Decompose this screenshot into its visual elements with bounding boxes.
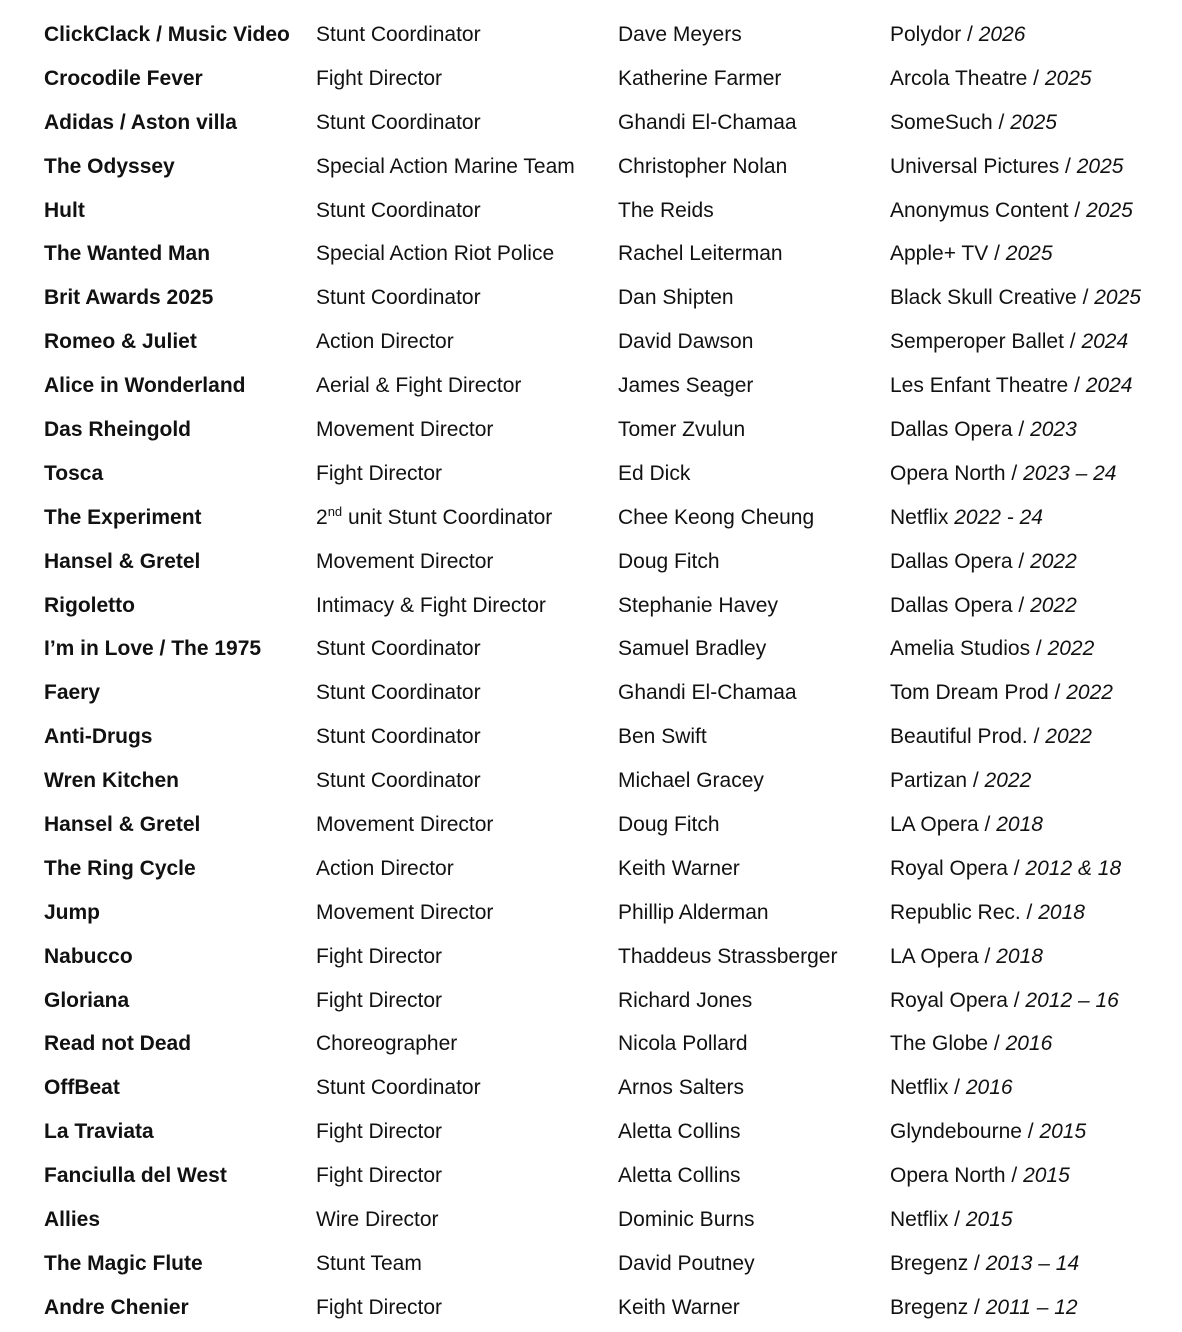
credit-director: Thaddeus Strassberger xyxy=(618,944,838,968)
credit-company: Royal Opera / xyxy=(890,988,1026,1012)
credit-role-ordinal: nd xyxy=(327,503,343,519)
credit-company: The Globe / xyxy=(890,1032,1006,1056)
credit-company: Bregenz / xyxy=(890,1251,986,1275)
credit-year: 2022 xyxy=(1030,593,1077,617)
credit-director: Ben Swift xyxy=(618,725,707,749)
credit-director: Dan Shipten xyxy=(618,286,734,310)
credit-row xyxy=(44,1110,1174,1154)
credit-company: Beautiful Prod. / xyxy=(890,725,1046,749)
credit-year: 2025 xyxy=(1094,286,1141,310)
credit-company-year xyxy=(890,276,1141,320)
credit-director: Doug Fitch xyxy=(618,813,720,837)
credit-row xyxy=(44,232,1174,276)
credit-title: Das Rheingold xyxy=(44,418,192,442)
credit-role-text: unit Stunt Coordinator xyxy=(342,505,553,529)
credit-year: 2025 xyxy=(1010,110,1057,134)
credit-row xyxy=(44,408,1174,452)
credit-row xyxy=(44,13,1174,57)
credit-role: Fight Director xyxy=(316,1120,443,1144)
credit-director: Arnos Salters xyxy=(618,1076,745,1100)
credit-role-prefix: 2 xyxy=(316,505,328,529)
credit-director: Michael Gracey xyxy=(618,769,764,793)
credit-company-year xyxy=(890,627,1094,671)
credit-year: 2022 xyxy=(984,769,1032,793)
credit-title: Hansel & Gretel xyxy=(44,813,201,837)
credit-row xyxy=(44,189,1174,233)
credit-role xyxy=(316,496,552,540)
credit-role: Stunt Team xyxy=(316,1251,422,1275)
credit-company-year xyxy=(890,364,1132,408)
credit-company-year xyxy=(890,847,1121,891)
credit-director: Dave Meyers xyxy=(618,23,742,46)
credit-role: Special Action Riot Police xyxy=(316,242,555,266)
credit-company-year xyxy=(890,496,1043,540)
credit-director: Katherine Farmer xyxy=(618,66,782,90)
credit-company-year xyxy=(890,408,1077,452)
credit-company: Polydor / xyxy=(890,23,979,46)
credit-title: Adidas / Aston villa xyxy=(44,110,237,134)
credit-role: Choreographer xyxy=(316,1032,458,1056)
credit-role: Fight Director xyxy=(316,944,443,968)
credit-title: The Wanted Man xyxy=(44,242,211,266)
credit-company-year xyxy=(890,803,1043,847)
credit-company: Republic Rec. / xyxy=(890,900,1039,924)
credit-company-year xyxy=(890,452,1117,496)
credit-director: David Poutney xyxy=(618,1251,755,1275)
credit-title: Romeo & Juliet xyxy=(44,330,197,354)
credit-year: 2025 xyxy=(1086,198,1133,222)
credit-company: Glyndebourne / xyxy=(890,1120,1040,1144)
credit-role: Stunt Coordinator xyxy=(316,110,481,134)
credit-company-year xyxy=(890,13,1025,57)
credit-company: LA Opera / xyxy=(890,944,997,968)
credit-company-year xyxy=(890,671,1113,715)
credit-director: Ed Dick xyxy=(618,461,691,485)
credit-year: 2011 – 12 xyxy=(985,1295,1078,1319)
credit-company: Opera North / xyxy=(890,1164,1024,1188)
credit-director: Dominic Burns xyxy=(618,1208,755,1232)
credit-row xyxy=(44,276,1174,320)
credit-company: Tom Dream Prod / xyxy=(890,681,1067,705)
credit-director: Samuel Bradley xyxy=(618,637,767,661)
credit-role: Fight Director xyxy=(316,988,443,1012)
credit-company-year xyxy=(890,891,1085,935)
credit-row xyxy=(44,1022,1174,1066)
credit-role: Stunt Coordinator xyxy=(316,769,481,793)
credit-role: Stunt Coordinator xyxy=(316,286,481,310)
credit-company-year xyxy=(890,232,1053,276)
credit-row xyxy=(44,1198,1174,1242)
credit-title: OffBeat xyxy=(44,1076,120,1100)
credit-director: Keith Warner xyxy=(618,1295,740,1319)
credit-company: Opera North / xyxy=(890,461,1024,485)
credit-title: Fanciulla del West xyxy=(44,1164,227,1188)
credit-role: Fight Director xyxy=(316,66,443,90)
credit-title: La Traviata xyxy=(44,1120,154,1144)
credit-director: Aletta Collins xyxy=(618,1164,741,1188)
credit-company: Dallas Opera / xyxy=(890,418,1031,442)
credit-row xyxy=(44,847,1174,891)
credit-row xyxy=(44,935,1174,979)
credit-role: Movement Director xyxy=(316,813,494,837)
credit-row xyxy=(44,715,1174,759)
credit-company-year xyxy=(890,715,1092,759)
credit-year: 2018 xyxy=(996,813,1043,837)
credit-company: Netflix xyxy=(890,505,955,529)
credit-company-year xyxy=(890,57,1092,101)
credit-company-year xyxy=(890,320,1128,364)
credit-company-year xyxy=(890,540,1077,584)
credit-director: David Dawson xyxy=(618,330,754,354)
credit-row xyxy=(44,540,1174,584)
credit-row xyxy=(44,1286,1174,1330)
credit-title: ClickClack / Music Video xyxy=(44,23,290,46)
credit-year: 2022 xyxy=(1045,725,1092,749)
credit-title: The Magic Flute xyxy=(44,1251,203,1275)
credit-role: Aerial & Fight Director xyxy=(316,374,522,398)
credit-title: Nabucco xyxy=(44,944,133,968)
credit-row xyxy=(44,627,1174,671)
credit-director: Tomer Zvulun xyxy=(618,418,746,442)
credit-company: Anonymus Content / xyxy=(890,198,1087,222)
credit-year: 2022 - 24 xyxy=(954,505,1043,529)
credit-title: Anti-Drugs xyxy=(44,725,153,749)
credit-company: Universal Pictures / xyxy=(890,154,1077,178)
credit-title: Read not Dead xyxy=(44,1032,192,1056)
credit-row xyxy=(44,1242,1174,1286)
credit-company-year xyxy=(890,935,1043,979)
credit-role: Action Director xyxy=(316,856,454,880)
credit-year: 2015 xyxy=(1023,1164,1070,1188)
credit-year: 2018 xyxy=(996,944,1043,968)
credit-year: 2018 xyxy=(1038,900,1085,924)
credit-row xyxy=(44,496,1174,540)
credit-company-year xyxy=(890,979,1119,1023)
credit-year: 2015 xyxy=(1039,1120,1087,1144)
credit-company: SomeSuch / xyxy=(890,110,1011,134)
credit-year: 2022 xyxy=(1066,681,1113,705)
credit-title: Brit Awards 2025 xyxy=(44,286,214,310)
credit-title: Hansel & Gretel xyxy=(44,549,201,573)
credit-role: Special Action Marine Team xyxy=(316,154,575,178)
credit-director: Rachel Leiterman xyxy=(618,242,783,266)
credit-row xyxy=(44,803,1174,847)
credit-year: 2025 xyxy=(1044,66,1092,90)
credit-company-year xyxy=(890,1022,1052,1066)
credit-company-year xyxy=(890,584,1077,628)
credit-title: Hult xyxy=(44,198,85,222)
credit-year: 2026 xyxy=(978,23,1026,46)
credit-company: Amelia Studios / xyxy=(890,637,1048,661)
credit-role: Movement Director xyxy=(316,418,494,442)
credit-year: 2022 xyxy=(1030,549,1077,573)
credit-company-year xyxy=(890,145,1123,189)
credit-director: Ghandi El-Chamaa xyxy=(618,681,797,705)
credit-company: LA Opera / xyxy=(890,813,997,837)
credit-company: Apple+ TV / xyxy=(890,242,1006,266)
credit-row xyxy=(44,759,1174,803)
credit-title: Alice in Wonderland xyxy=(44,374,246,398)
credit-company: Dallas Opera / xyxy=(890,549,1031,573)
credit-row xyxy=(44,57,1174,101)
credit-year: 2024 xyxy=(1081,330,1129,354)
credit-year: 2016 xyxy=(1005,1032,1053,1056)
credit-role: Fight Director xyxy=(316,1164,443,1188)
credit-row xyxy=(44,101,1174,145)
credit-director: Phillip Alderman xyxy=(618,900,769,924)
credit-role: Fight Director xyxy=(316,1295,443,1319)
credit-director: Ghandi El-Chamaa xyxy=(618,110,797,134)
credit-year: 2012 – 16 xyxy=(1025,988,1119,1012)
credit-company: Bregenz / xyxy=(890,1295,986,1319)
credit-company: Partizan / xyxy=(890,769,985,793)
credit-company: Dallas Opera / xyxy=(890,593,1031,617)
credit-row xyxy=(44,320,1174,364)
credit-row xyxy=(44,1066,1174,1110)
credit-company: Black Skull Creative / xyxy=(890,286,1095,310)
credit-company: Arcola Theatre / xyxy=(890,66,1045,90)
credit-row xyxy=(44,364,1174,408)
credit-role: Stunt Coordinator xyxy=(316,198,481,222)
credit-role: Stunt Coordinator xyxy=(316,1076,481,1100)
credit-row xyxy=(44,452,1174,496)
credit-title: Faery xyxy=(44,681,101,705)
credit-role: Stunt Coordinator xyxy=(316,725,481,749)
credit-title: Jump xyxy=(44,900,101,924)
credit-role: Wire Director xyxy=(316,1208,439,1232)
credit-role: Action Director xyxy=(316,330,454,354)
credit-company-year xyxy=(890,101,1057,145)
credit-title: I’m in Love / The 1975 xyxy=(44,637,262,661)
credit-director: Christopher Nolan xyxy=(618,154,788,178)
credit-company: Netflix / xyxy=(890,1076,966,1100)
credit-company-year xyxy=(890,1154,1070,1198)
credit-company: Netflix / xyxy=(890,1208,966,1232)
credit-row xyxy=(44,584,1174,628)
credit-year: 2025 xyxy=(1005,242,1053,266)
credit-title: The Experiment xyxy=(44,505,202,529)
credit-director: The Reids xyxy=(618,198,714,222)
credit-title: Crocodile Fever xyxy=(44,66,203,90)
credit-row xyxy=(44,671,1174,715)
credit-company-year xyxy=(890,1242,1079,1286)
credit-company: Semperoper Ballet / xyxy=(890,330,1082,354)
credit-title: The Odyssey xyxy=(44,154,175,178)
credit-role: Fight Director xyxy=(316,461,443,485)
credit-year: 2023 – 24 xyxy=(1023,461,1117,485)
credit-title: Tosca xyxy=(44,461,104,485)
credit-title: The Ring Cycle xyxy=(44,856,196,880)
credit-role: Movement Director xyxy=(316,549,494,573)
credit-year: 2022 xyxy=(1047,637,1095,661)
credit-company-year xyxy=(890,1066,1013,1110)
credit-title: Wren Kitchen xyxy=(44,769,179,793)
credit-title: Allies xyxy=(44,1208,101,1232)
credit-director: Doug Fitch xyxy=(618,549,720,573)
credit-company: Les Enfant Theatre / xyxy=(890,374,1086,398)
credit-title: Rigoletto xyxy=(44,593,135,617)
credit-director: Stephanie Havey xyxy=(618,593,778,617)
credit-row xyxy=(44,1154,1174,1198)
credit-title: Andre Chenier xyxy=(44,1295,189,1319)
credit-company-year xyxy=(890,1198,1013,1242)
credit-director: Keith Warner xyxy=(618,856,740,880)
credits-list xyxy=(44,13,1174,1330)
credit-role: Stunt Coordinator xyxy=(316,637,481,661)
credit-director: James Seager xyxy=(618,374,754,398)
credit-row xyxy=(44,979,1174,1023)
credit-director: Nicola Pollard xyxy=(618,1032,748,1056)
credit-company-year xyxy=(890,1286,1078,1330)
credit-year: 2025 xyxy=(1076,154,1124,178)
credit-company-year xyxy=(890,759,1031,803)
credit-role: Movement Director xyxy=(316,900,494,924)
credit-director: Aletta Collins xyxy=(618,1120,741,1144)
credit-role: Stunt Coordinator xyxy=(316,681,481,705)
credit-role: Stunt Coordinator xyxy=(316,23,481,46)
credit-row xyxy=(44,891,1174,935)
credit-row xyxy=(44,145,1174,189)
credit-company-year xyxy=(890,189,1133,233)
credit-title: Gloriana xyxy=(44,988,130,1012)
credit-role: Intimacy & Fight Director xyxy=(316,593,546,617)
credit-director: Chee Keong Cheung xyxy=(618,505,815,529)
credit-company: Royal Opera / xyxy=(890,856,1026,880)
credit-year: 2013 – 14 xyxy=(985,1251,1080,1275)
credit-year: 2012 & 18 xyxy=(1025,856,1122,880)
credit-year: 2015 xyxy=(965,1208,1013,1232)
credit-year: 2024 xyxy=(1085,374,1133,398)
credit-director: Richard Jones xyxy=(618,988,753,1012)
credit-company-year xyxy=(890,1110,1086,1154)
credit-year: 2023 xyxy=(1030,418,1077,442)
credit-year: 2016 xyxy=(965,1076,1013,1100)
